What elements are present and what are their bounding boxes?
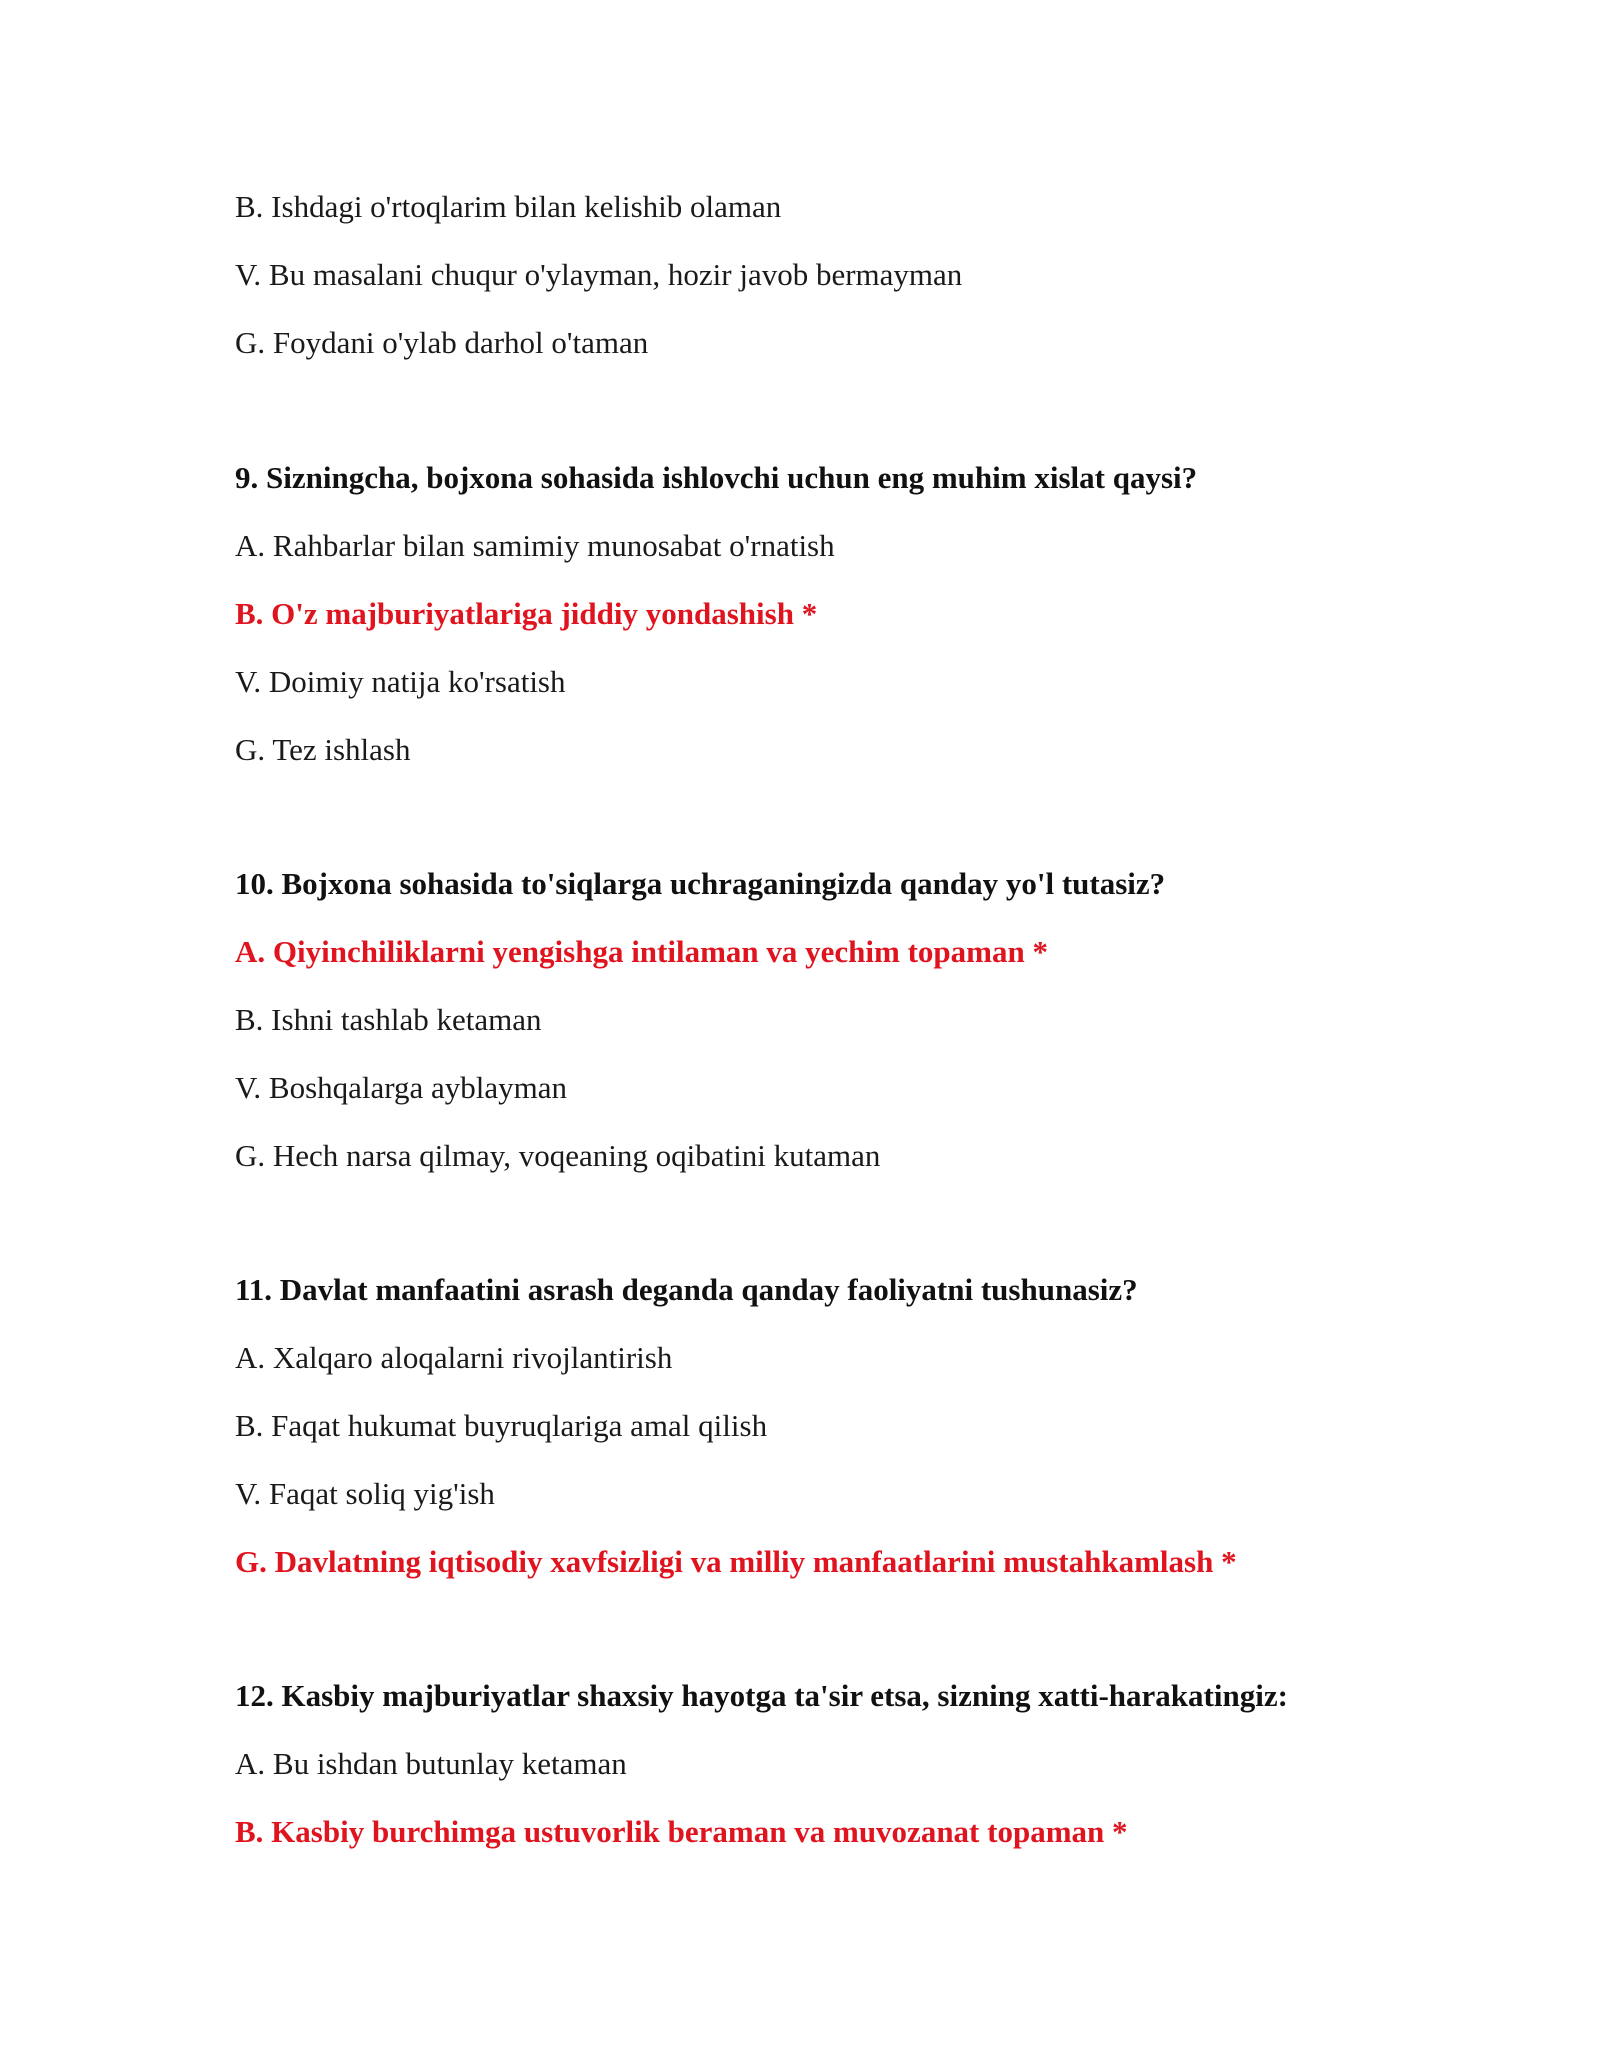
q11-option-v: V. Faqat soliq yig'ish <box>235 1476 495 1511</box>
q12-option-b-correct: B. Kasbiy burchimga ustuvorlik beraman va muvozanat topaman * <box>235 1814 1128 1849</box>
q9-option-a: A. Rahbarlar bilan samimiy munosabat o'rnatish <box>235 528 835 563</box>
q11-option-b: B. Faqat hukumat buyruqlariga amal qilish <box>235 1408 768 1443</box>
q10-option-g: G. Hech narsa qilmay, voqeaning oqibatini kutaman <box>235 1138 881 1173</box>
q9-question: 9. Sizningcha, bojxona sohasida ishlovchi uchun eng muhim xislat qaysi? <box>235 460 1198 495</box>
q10-option-b: B. Ishni tashlab ketaman <box>235 1002 542 1037</box>
q10-question: 10. Bojxona sohasida to'siqlarga uchraganingizda qanday yo'l tutasiz? <box>235 866 1166 901</box>
q11-option-g-correct: G. Davlatning iqtisodiy xavfsizligi va milliy manfaatlarini mustahkamlash * <box>235 1544 1237 1579</box>
q8-option-v: V. Bu masalani chuqur o'ylayman, hozir javob bermayman <box>235 257 963 292</box>
q9-option-g: G. Tez ishlash <box>235 732 411 767</box>
q12-option-a: A. Bu ishdan butunlay ketaman <box>235 1746 627 1781</box>
q10-option-a-correct: A. Qiyinchiliklarni yengishga intilaman va yechim topaman * <box>235 934 1048 969</box>
q11-question: 11. Davlat manfaatini asrash deganda qanday faoliyatni tushunasiz? <box>235 1272 1138 1307</box>
q11-option-a: A. Xalqaro aloqalarni rivojlantirish <box>235 1340 673 1375</box>
q9-option-v: V. Doimiy natija ko'rsatish <box>235 664 566 699</box>
q8-option-b: B. Ishdagi o'rtoqlarim bilan kelishib olaman <box>235 189 782 224</box>
q9-option-b-correct: B. O'z majburiyatlariga jiddiy yondashish * <box>235 596 818 631</box>
q10-option-v: V. Boshqalarga ayblayman <box>235 1070 568 1105</box>
q12-question: 12. Kasbiy majburiyatlar shaxsiy hayotga ta'sir etsa, sizning xatti-harakatingiz: <box>235 1678 1288 1713</box>
q8-option-g: G. Foydani o'ylab darhol o'taman <box>235 325 649 360</box>
